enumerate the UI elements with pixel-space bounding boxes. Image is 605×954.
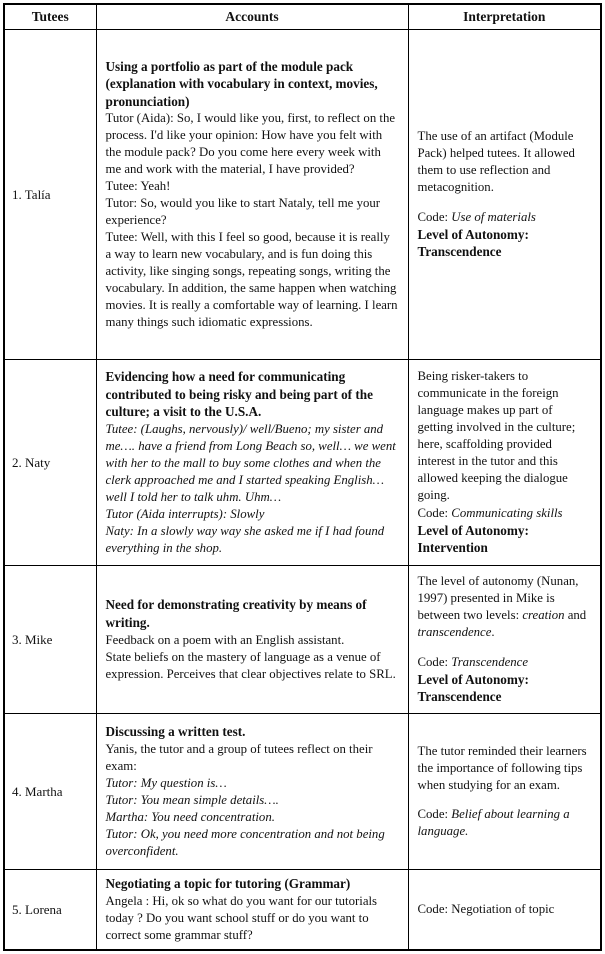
text-segment: and	[564, 608, 587, 623]
table-row	[4, 870, 601, 950]
text-segment: creation	[522, 608, 565, 623]
paragraph: Evidencing how a need for communicating contributed to being risky and being part of the culture; a visit to the U.S.A.	[105, 369, 373, 420]
paragraph: Tutor: My question is…	[105, 775, 227, 790]
accounts-cell	[96, 714, 408, 870]
tutee-cell: 4. Martha	[4, 714, 96, 870]
paragraph	[418, 209, 592, 226]
paragraph: Tutee: Yeah!	[105, 179, 171, 194]
paragraph-spacer	[418, 196, 592, 208]
tutee-cell: 2. Naty	[4, 360, 96, 566]
paragraph-spacer	[418, 641, 592, 653]
tutee-cell: 1. Talía	[4, 30, 96, 360]
paragraph: Discussing a written test.	[105, 724, 246, 740]
paragraph: Tutor (Aida): So, I would like you, first, to reflect on the process. I'd like your opinion: How have you felt with the module pack? Do you come here every week with me and work with the material, I have provided?	[105, 111, 396, 177]
paragraph	[418, 573, 592, 641]
paragraph: Negotiating a topic for tutoring (Grammar)	[105, 876, 351, 891]
tutee-cell: 5. Lorena	[4, 870, 96, 950]
paragraph	[418, 806, 592, 840]
paragraph: Feedback on a poem with an English assistant.	[105, 632, 345, 647]
interpretation-cell	[408, 714, 601, 870]
header-row	[4, 4, 601, 30]
text-segment: Code:	[417, 209, 452, 224]
paragraph: Tutee: Well, with this I feel so good, because it is really a way to learn new vocabulary, and is fun doing this activity, like singing songs, repeating songs, writing the vocabulary. In addition, the same happen when watching movies. It is really a comfortable way of learning. I learn many things such idiomatic expressions.	[105, 230, 398, 330]
tutees-accounts-table	[3, 3, 602, 951]
paragraph: Tutor: So, would you like to start Nataly, tell me your experience?	[105, 196, 381, 228]
text-segment: Use of materials	[451, 209, 536, 224]
paragraph: Tutor (Aida interrupts): Slowly	[105, 506, 265, 521]
table-row	[4, 566, 601, 714]
paragraph: State beliefs on the mastery of language as a venue of expression. Perceives that clear objectives relate to SRL.	[105, 649, 396, 681]
paragraph	[418, 505, 592, 522]
paragraph: Tutor: Ok, you need more concentration and not being overconfident.	[105, 826, 385, 858]
paragraph: Angela : Hi, ok so what do you want for our tutorials today ? Do you want school stuff or do you want to correct some grammar stuff?	[105, 893, 378, 942]
paragraph: Level of Autonomy: Intervention	[417, 522, 529, 556]
paragraph: Martha: You need concentration.	[105, 809, 275, 824]
table-row	[4, 714, 601, 870]
paragraph: The use of an artifact (Module Pack) helped tutees. It allowed them to use reflection and metacognition.	[417, 129, 575, 195]
paragraph: Using a portfolio as part of the module pack (explanation with vocabulary in context, movies, pronunciation)	[105, 58, 378, 109]
column-header-accounts: Accounts	[96, 4, 408, 30]
table-row	[4, 30, 601, 360]
table-row	[4, 360, 601, 566]
paragraph: Naty: In a slowly way way she asked me if I had found everything in the shop.	[105, 523, 385, 555]
column-header-interpretation: Interpretation	[408, 4, 601, 30]
paragraph: Being risker-takers to communicate in the foreign language makes up part of getting involved in the culture; here, scaffolding provided interest in the tutor and this allowed keeping the dialogue going.	[417, 369, 576, 503]
text-segment: Code:	[417, 505, 452, 520]
text-segment: .	[491, 625, 495, 640]
accounts-cell	[96, 360, 408, 566]
interpretation-cell	[408, 30, 601, 360]
text-segment: The level of autonomy (Nunan, 1997) presented in Mike is between two levels:	[417, 574, 579, 623]
paragraph-spacer	[418, 794, 592, 806]
text-segment: Code:	[417, 654, 452, 669]
paragraph: The tutor reminded their learners the importance of following tips when studying for an exam.	[417, 743, 587, 792]
paragraph: Tutee: (Laughs, nervously)/ well/Bueno; my sister and me…. have a friend from Long Beach so, well… we went with her to the mall to buy some clothes and when the clerk approached me and I started speaking English… well I told her to talk uhm. Uhm…	[105, 421, 396, 504]
text-segment: Code:	[417, 807, 452, 822]
paragraph: Level of Autonomy: Transcendence	[417, 671, 529, 705]
paragraph: Yanis, the tutor and a group of tutees reflect on their exam:	[105, 741, 373, 773]
paragraph: Need for demonstrating creativity by means of writing.	[105, 597, 367, 630]
accounts-cell	[96, 30, 408, 360]
paragraph: Code: Negotiation of topic	[417, 901, 555, 916]
accounts-cell	[96, 870, 408, 950]
table-body	[4, 30, 601, 950]
text-segment: Belief about learning a language.	[417, 807, 570, 839]
column-header-tutees: Tutees	[4, 4, 96, 30]
paragraph: Level of Autonomy: Transcendence	[417, 226, 529, 260]
interpretation-cell	[408, 870, 601, 950]
text-segment: transcendence	[417, 625, 492, 640]
text-segment: Transcendence	[451, 654, 529, 669]
interpretation-cell	[408, 360, 601, 566]
paragraph	[418, 654, 592, 671]
accounts-cell	[96, 566, 408, 714]
interpretation-cell	[408, 566, 601, 714]
paragraph: Tutor: You mean simple details….	[105, 792, 279, 807]
text-segment: Communicating skills	[451, 505, 563, 520]
tutee-cell: 3. Mike	[4, 566, 96, 714]
